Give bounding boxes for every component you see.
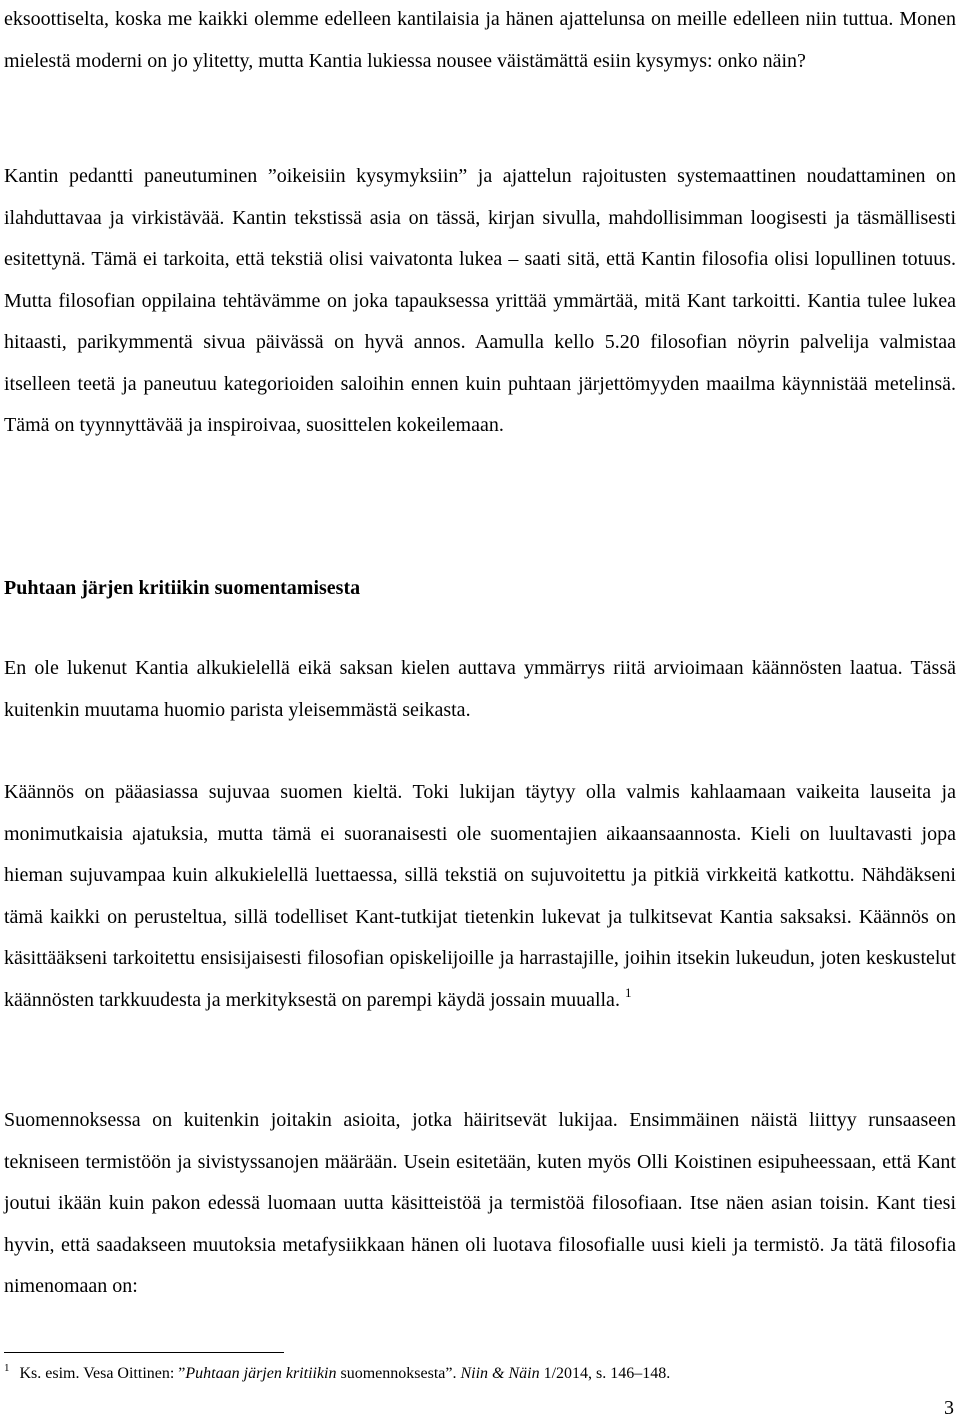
paragraph-translation-fluency-text: Käännös on pääasiassa sujuvaa suomen kieltä. Toki lukijan täytyy olla valmis kahlaamaan vaikeita lauseita ja monimutkaisia ajatuksia, mutta tämä ei suoranaisesti ole suomentajien aikaansaannosta. Kieli on luultavasti jopa hieman sujuvampaa kuin alkukielellä luettaessa, sillä tekstiä on sujuvoitettu ja pitkiä virkkeitä katkottu. Nähdäkseni tämä kaikki on perusteltua, sillä todelliset Kant-tutkijat tietenkin lukevat ja tulkitsevat Kantia saksaksi. Käännös on käsittääkseni tarkoitettu ensisijaisesti filosofian opiskelijoille ja harrastajille, joihin itsekin lukeudun, joten keskustelut käännösten tarkkuudesta ja merkityksestä on parempi käydä jossain muualla. <box>4 781 956 1011</box>
footnote <box>4 1362 670 1386</box>
footnote-work-title: Puhtaan järjen kritiikin <box>185 1365 337 1382</box>
footnote-separator <box>4 1352 284 1353</box>
paragraph-translation-intro: En ole lukenut Kantia alkukielellä eikä saksan kielen auttava ymmärrys riitä arvioimaan käännösten laatua. Tässä kuitenkin muutama huomio parista yleisemmästä seikasta. <box>4 657 956 721</box>
footnote-number: 1 <box>4 1362 10 1374</box>
footnote-tail: 1/2014, s. 146–148. <box>539 1365 671 1382</box>
page-number: 3 <box>944 1397 954 1419</box>
paragraph-terminology: Suomennoksessa on kuitenkin joitakin asioita, jotka häiritsevät lukijaa. Ensimmäinen näistä liittyy runsaaseen tekniseen termistöön ja sivistyssanojen määrään. Usein esitetään, kuten myös Olli Koistinen esipuheessaan, että Kant joutui ikään kuin pakon edessä luomaan uutta käsitteistöä ja termistöä filosofiaan. Itse näen asian toisin. Kant tiesi hyvin, että saadakseen muutoksia metafysiikkaan hänen oli luotava filosofialle uusi kieli ja termistö. Ja tätä filosofia nimenomaan on: <box>4 1109 956 1297</box>
footnote-journal: Niin & Näin <box>460 1365 540 1382</box>
section-heading: Puhtaan järjen kritiikin suomentamisesta <box>4 577 361 599</box>
paragraph-kant-pedantry: Kantin pedantti paneutuminen ”oikeisiin kysymyksiin” ja ajattelun rajoitusten systemaattinen noudattaminen on ilahduttavaa ja virkistävää. Kantin tekstissä asia on tässä, kirjan sivulla, mahdollisimman loogisesti ja täsmällisesti esitettynä. Tämä ei tarkoita, että tekstiä olisi vaivatonta lukea – saati sitä, että Kantin filosofia olisi lopullinen totuus. Mutta filosofian oppilaina tehtävämme on joka tapauksessa yrittää ymmärtää, mitä Kant tarkoitti. Kantia tulee lukea hitaasti, parikymmentä sivua päivässä on hyvä annos. Aamulla kello 5.20 filosofian nöyrin palvelija valmistaa itselleen teetä ja paneutuu kategorioiden saloihin ennen kuin puhtaan järjettömyyden maailma käynnistää metelinsä. Tämä on tyynnyttävää ja inspiroivaa, suosittelen kokeilemaan. <box>4 165 956 436</box>
paragraph-translation-fluency <box>4 772 956 1021</box>
footnote-lead: Ks. esim. Vesa Oittinen: ” <box>19 1365 186 1382</box>
footnote-middle: suomennoksesta”. <box>336 1365 461 1382</box>
footnote-reference[interactable]: 1 <box>624 984 632 1000</box>
paragraph-intro-continuation: eksoottiselta, koska me kaikki olemme edelleen kantilaisia ja hänen ajattelunsa on meille edelleen niin tuttua. Monen mielestä moderni on jo ylitetty, mutta Kantia lukiessa nousee väistämättä esiin kysymys: onko näin? <box>4 8 956 72</box>
